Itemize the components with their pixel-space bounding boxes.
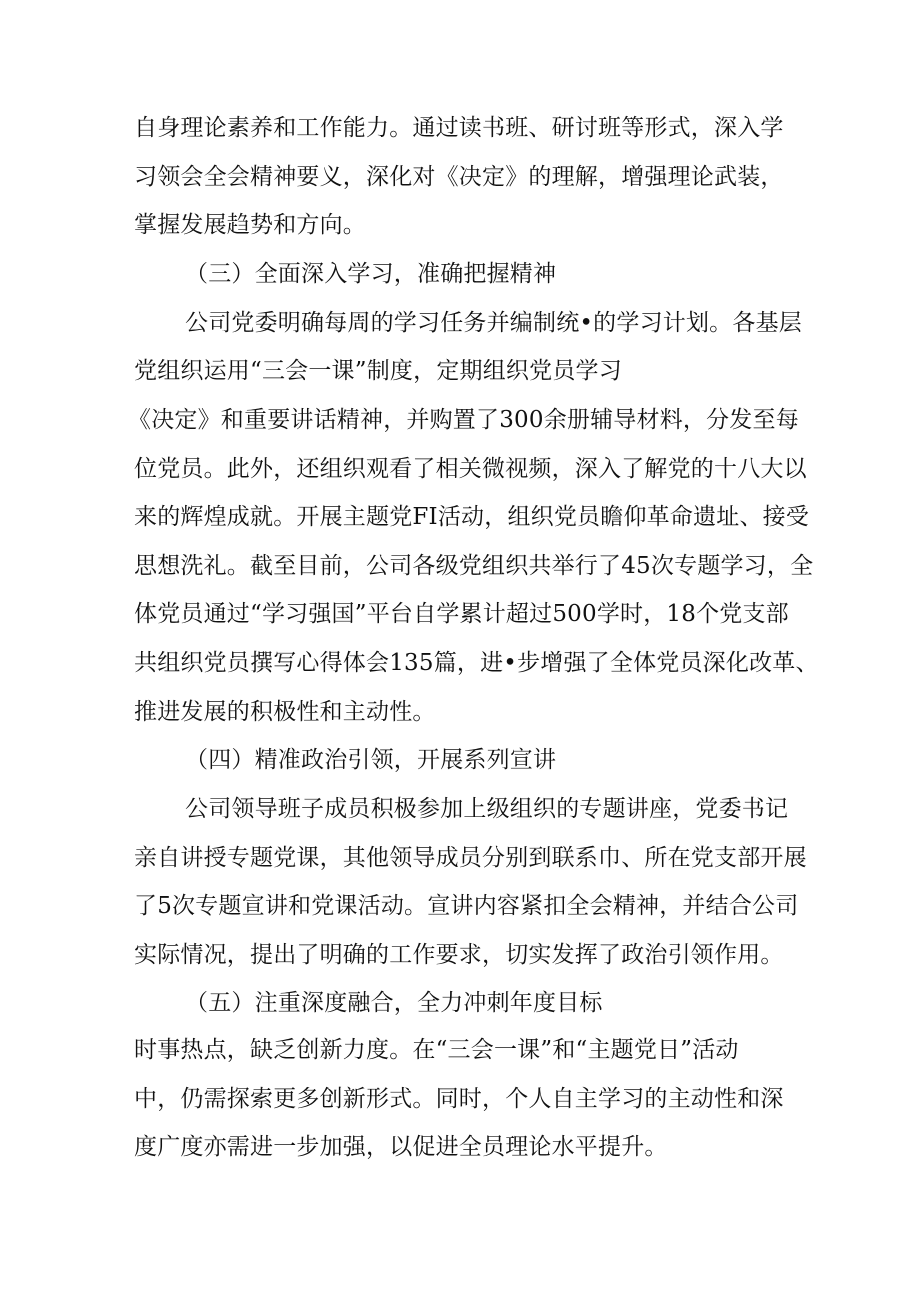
paragraph-line: 度广度亦需进一步加强，以促进全员理论水平提升。: [134, 1134, 668, 1160]
paragraph-line: 时事热点，缺乏创新力度。在“三会一课”和“主题党日”活动: [134, 1037, 739, 1063]
paragraph-line: 体党员通过“学习强国”平台自学累计超过500学时，18个党支部: [134, 601, 789, 627]
section-heading-3: （三）全面深入学习，准确把握精神: [185, 261, 557, 287]
paragraph-line: 思想洗礼。截至目前，公司各级党组织共举行了45次专题学习，全: [134, 553, 814, 579]
section-heading-5: （五）注重深度融合，全力冲刺年度目标: [185, 990, 603, 1016]
paragraph-line: 共组织党员撰写心得体会135篇，进•步增强了全体党员深化改革、: [134, 650, 819, 676]
paragraph-line: 习领会全会精神要义，深化对《决定》的理解，增强理论武装，: [134, 164, 784, 190]
paragraph-line: 了5次专题宣讲和党课活动。宣讲内容紧扣全会精神，并结合公司: [134, 893, 799, 919]
paragraph-line: 来的辉煌成就。开展主题党FI活动，组织党员瞻仰革命遗址、接受: [134, 504, 810, 530]
paragraph-line: 亲自讲授专题党课，其他领导成员分别到联系巾、所在党支部开展: [134, 845, 807, 871]
section-heading-4: （四）精准政治引领，开展系列宣讲: [185, 747, 557, 773]
paragraph-line: 自身理论素养和工作能力。通过读书班、研讨班等形式，深入学: [134, 115, 784, 141]
paragraph-line: 推进发展的积极性和主动性。: [134, 699, 436, 725]
paragraph-line: 位党员。此外，还组织观看了相关微视频，深入了解党的十八大以: [134, 456, 807, 482]
paragraph-line: 公司党委明确每周的学习任务并编制统•的学习计划。各基层: [185, 310, 802, 336]
paragraph-line: 公司领导班子成员积极参加上级组织的专题讲座，党委书记: [185, 796, 789, 822]
paragraph-line: 掌握发展趋势和方向。: [134, 212, 366, 238]
paragraph-line: 《决定》和重要讲话精神，并购置了300余册辅导材料，分发至每: [128, 407, 799, 433]
paragraph-line: 实际情况，提出了明确的工作要求，切实发挥了政治引领作用。: [134, 942, 784, 968]
paragraph-line: 中，仍需探索更多创新形式。同时，个人自主学习的主动性和深: [134, 1086, 784, 1112]
paragraph-line: 党组织运用“三会一课”制度，定期组织党员学习: [134, 358, 622, 384]
